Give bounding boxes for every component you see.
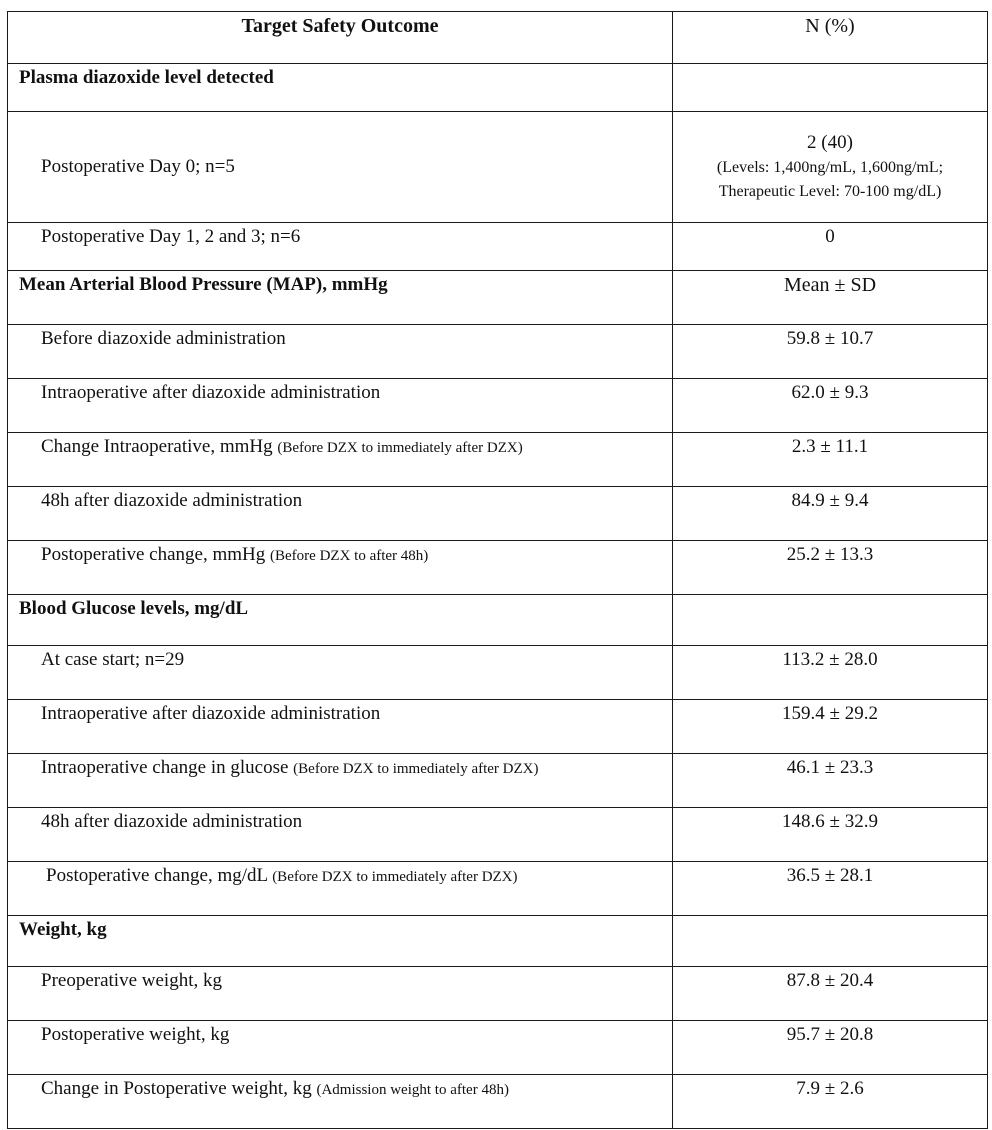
row-label	[8, 541, 673, 595]
header-outcome: Target Safety Outcome	[8, 12, 673, 64]
row-label: Postoperative Day 1, 2 and 3; n=6	[8, 223, 673, 271]
row-label-text: 48h after diazoxide administration	[41, 811, 303, 832]
row-value: 62.0 ± 9.3	[673, 379, 988, 433]
row-value: 25.2 ± 13.3	[673, 541, 988, 595]
row-label	[8, 862, 673, 916]
row-label	[8, 325, 673, 379]
row-label	[8, 967, 673, 1021]
row-label	[8, 1021, 673, 1075]
row-label	[8, 487, 673, 541]
row-label	[8, 1075, 673, 1129]
row-note: (Admission weight to after 48h)	[316, 1082, 509, 1098]
row-note: (Before DZX to immediately after DZX)	[277, 440, 523, 456]
header-n-pct: N (%)	[673, 12, 988, 64]
stat-header: Mean ± SD	[673, 271, 988, 325]
row-value: 84.9 ± 9.4	[673, 487, 988, 541]
day0-value: 2 (40)	[807, 132, 853, 153]
row-value: 87.8 ± 20.4	[673, 967, 988, 1021]
row-note: (Before DZX to immediately after DZX)	[272, 869, 518, 885]
row-value: 46.1 ± 23.3	[673, 754, 988, 808]
row-label-text: At case start; n=29	[41, 649, 185, 670]
section-empty-cell	[673, 916, 988, 967]
section-empty-cell	[673, 595, 988, 646]
row-value: 2.3 ± 11.1	[673, 433, 988, 487]
section-title-plasma: Plasma diazoxide level detected	[8, 64, 673, 112]
row-value: 159.4 ± 29.2	[673, 700, 988, 754]
row-label-text: Intraoperative after diazoxide administration	[41, 703, 381, 724]
row-value: 113.2 ± 28.0	[673, 646, 988, 700]
row-label-text: Change in Postoperative weight, kg	[41, 1078, 312, 1099]
section-title-weight: Weight, kg	[8, 916, 673, 967]
row-label-text: Change Intraoperative, mmHg	[41, 436, 273, 457]
row-value: 95.7 ± 20.8	[673, 1021, 988, 1075]
row-label	[8, 646, 673, 700]
row-label-text: Postoperative change, mg/dL	[46, 865, 268, 886]
safety-outcome-table	[7, 11, 988, 1129]
row-label-text: Postoperative weight, kg	[41, 1024, 230, 1045]
row-note: (Before DZX to after 48h)	[270, 548, 429, 564]
row-label	[8, 754, 673, 808]
section-empty-cell	[673, 64, 988, 112]
row-label	[8, 808, 673, 862]
row-label	[8, 433, 673, 487]
row-label-text: Intraoperative after diazoxide administration	[41, 382, 381, 403]
row-value: 59.8 ± 10.7	[673, 325, 988, 379]
section-title-map: Mean Arterial Blood Pressure (MAP), mmHg	[8, 271, 673, 325]
day0-levels: (Levels: 1,400ng/mL, 1,600ng/mL;	[716, 159, 944, 176]
row-value: 7.9 ± 2.6	[673, 1075, 988, 1129]
row-label: Postoperative Day 0; n=5	[8, 112, 673, 223]
row-label-text: Intraoperative change in glucose	[41, 757, 289, 778]
row-value	[673, 112, 988, 223]
day0-therapeutic: Therapeutic Level: 70-100 mg/dL)	[718, 183, 942, 200]
row-label	[8, 700, 673, 754]
section-title-glucose: Blood Glucose levels, mg/dL	[8, 595, 673, 646]
row-value: 0	[673, 223, 988, 271]
row-value: 148.6 ± 32.9	[673, 808, 988, 862]
row-label-text: Postoperative change, mmHg	[41, 544, 266, 565]
row-label-text: 48h after diazoxide administration	[41, 490, 303, 511]
row-label	[8, 379, 673, 433]
row-label-text: Preoperative weight, kg	[41, 970, 222, 991]
row-value: 36.5 ± 28.1	[673, 862, 988, 916]
row-note: (Before DZX to immediately after DZX)	[293, 761, 539, 777]
row-label-text: Before diazoxide administration	[41, 328, 286, 349]
